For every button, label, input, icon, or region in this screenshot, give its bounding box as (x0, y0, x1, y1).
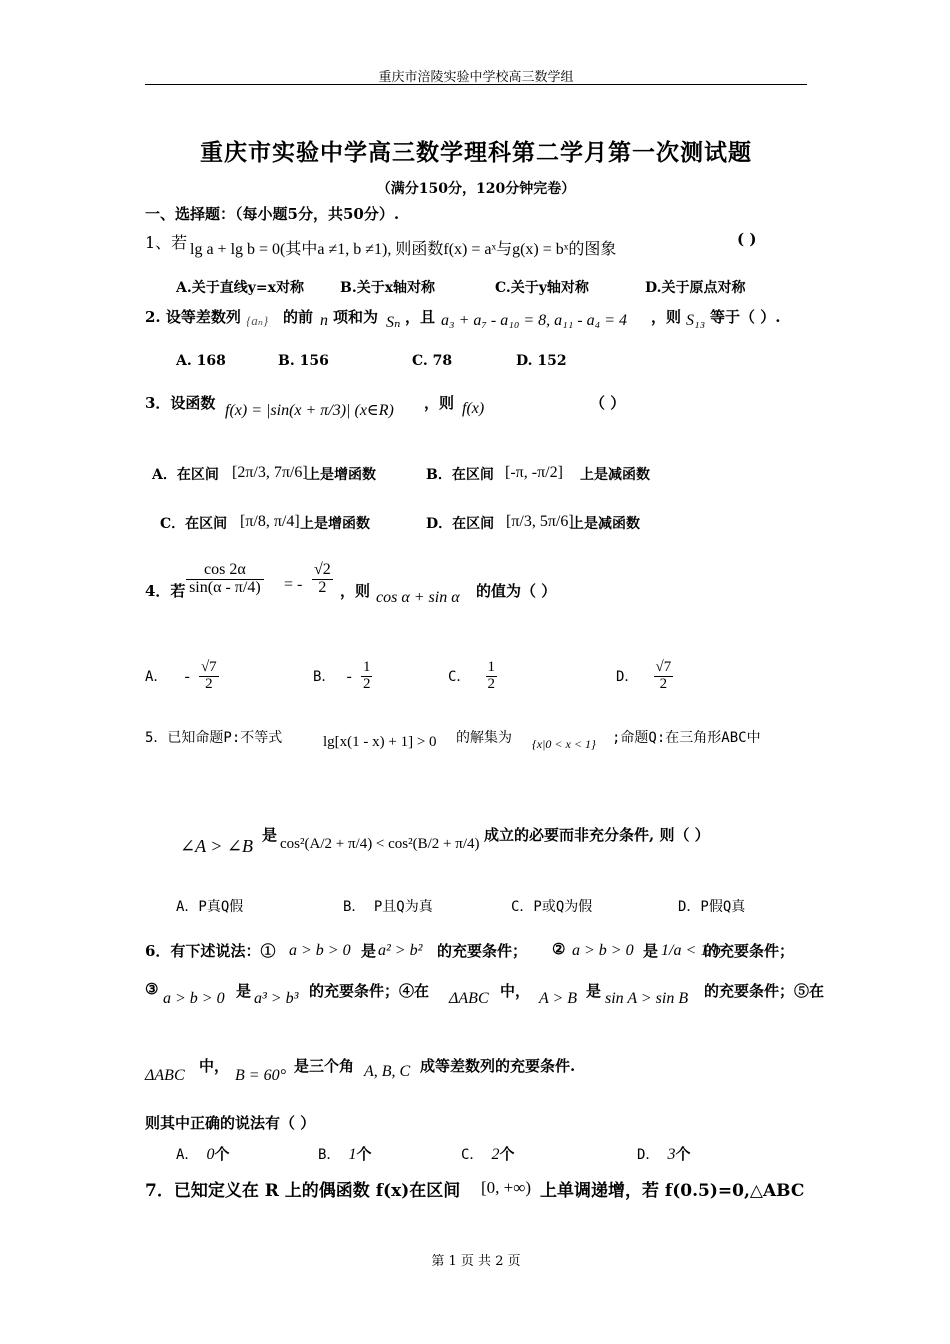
q6-option-a-value: 0 (206, 1146, 215, 1163)
q3-option-b-interval: [-π, -π/2] (505, 464, 563, 481)
q3-option-c-interval: [π/8, π/4] (240, 513, 300, 530)
q6-option-b-unit: 个 (356, 1145, 372, 1163)
q6-statement2-b: 1/a < 1/b (661, 942, 721, 959)
q2-condition: a₃ + a₇ - a₁₀ = 8, a₁₁ - a₄ = 4 (441, 312, 627, 329)
q4-option-c (448, 659, 496, 693)
q6-ask: 则其中正确的说法有（ ） (145, 1114, 316, 1132)
q6-option-c-value: 2 (491, 1146, 500, 1163)
q1-option-a: A.关于直线y=x对称 (176, 280, 304, 296)
q6-option-c (461, 1143, 514, 1164)
exam-title: 重庆市实验中学高三数学理科第二学月第一次测试题 (200, 140, 752, 166)
q6-option-c-label: C． (461, 1147, 484, 1163)
q5-option-b: B． P且Q为真 (343, 899, 433, 915)
q6-statement5-angles: A, B, C (364, 1063, 411, 1080)
q3-lead: 3．设函数 (145, 394, 216, 412)
q6-option-d-unit: 个 (675, 1145, 691, 1163)
q1-option-b: B.关于x轴对称 (340, 280, 436, 296)
q2-text-4: ，则 (651, 308, 682, 326)
q1-number: 1、若 (145, 233, 188, 252)
q2-lead: 2. 设等差数列 (145, 308, 241, 326)
q6-statement3-mark: ③ (145, 980, 159, 998)
q6-option-d-label: D． (637, 1147, 660, 1163)
q4-option-a-den: 2 (205, 675, 213, 692)
q6-option-b (318, 1143, 371, 1164)
q6-statement4-tail: 的充要条件；⑤在 (704, 982, 825, 1000)
q7-tail: 上单调递增，若 f(0.5)=0,△ABC (540, 1181, 805, 1201)
q5-lead: 5．已知命题P:不等式 (145, 730, 283, 746)
q4-option-d (616, 659, 672, 693)
q4-option-c-den: 2 (487, 675, 496, 692)
q5-option-c: C．P或Q为假 (511, 899, 593, 915)
q5-inequality: lg[x(1 - x) + 1] > 0 (323, 734, 437, 750)
q5-option-d: D．P假Q真 (678, 899, 746, 915)
q6-option-a-unit: 个 (214, 1145, 230, 1163)
q6-statement2-mark: ② (552, 940, 566, 958)
q2-option-b: B. 156 (278, 353, 329, 369)
q5-solution-set: {x|0 < x < 1} (532, 737, 596, 751)
q6-statement5-in: 中， (199, 1057, 230, 1075)
q6-statement5-b: B = 60° (235, 1067, 286, 1084)
q4-expression: cos α + sin α (376, 589, 460, 606)
q6-statement1-tail: 的充要条件； (437, 942, 528, 960)
page-header: 重庆市涪陵实验中学校高三数学组 (378, 70, 574, 85)
q7-lead: 7．已知定义在 R 上的偶函数 f(x)在区间 (145, 1181, 461, 1201)
q4-option-d-den: 2 (659, 675, 668, 692)
q3-option-d-label: D．在区间 (426, 516, 495, 532)
q5-cos-condition: cos²(A/2 + π/4) < cos²(B/2 + π/4) (280, 836, 480, 852)
q6-statement4-in: 中， (500, 982, 531, 1000)
q3-function: f(x) = |sin(x + π/3)| (x∈R) (225, 402, 394, 419)
q4-denominator: sin(α - π/4) (189, 578, 261, 596)
q4-text: ，则 (340, 582, 371, 600)
q6-statement5-text: 是三个角 (294, 1057, 355, 1075)
q4-option-a-num: √7 (200, 659, 217, 675)
q3-option-c-text: 上是增函数 (300, 516, 370, 532)
q3-option-b-label: B．在区间 (426, 467, 494, 483)
q6-statement3-b: a³ > b³ (254, 990, 299, 1007)
q6-statement4-triangle: ΔABC (449, 990, 489, 1007)
q4-option-b-den: 2 (362, 675, 371, 692)
q5-tail: ;命题Q:在三角形ABC中 (612, 730, 761, 746)
q4-rhs-denominator: 2 (318, 578, 327, 596)
q2-option-c: C. 78 (412, 353, 453, 369)
q6-statement3-a: a > b > 0 (163, 990, 225, 1007)
q2-option-d: D. 152 (516, 353, 567, 369)
q6-statement3-tail: 的充要条件；④在 (309, 982, 430, 1000)
q1-option-d: D.关于原点对称 (645, 280, 746, 296)
q3-option-d-interval: [π/3, 5π/6] (506, 513, 574, 530)
q4-option-a-label: A． (145, 668, 168, 685)
q3-option-d-text: 上是减函数 (570, 516, 640, 532)
q6-option-d (637, 1143, 690, 1164)
q2-sequence: {aₙ} (246, 313, 269, 328)
q4-option-b (313, 659, 371, 693)
q1-expression: lg a + lg b = 0(其中a ≠1, b ≠1), 则函数f(x) = aˣ与g(x) = bˣ的图象 (190, 241, 617, 258)
exam-subtitle: （满分150分，120分钟完卷） (376, 181, 576, 197)
q2-text-2: 项和为 (333, 308, 379, 326)
q6-option-b-label: B． (318, 1147, 341, 1163)
q6-statement1-a: a > b > 0 (289, 942, 351, 959)
q5-is: 是 (262, 826, 278, 844)
q4-tail: 的值为（ ） (476, 582, 557, 600)
q2-sn: Sₙ (386, 314, 401, 331)
q2-s13: S₁₃ (686, 312, 706, 329)
q4-option-a-sign: - (184, 667, 190, 685)
q3-option-a-interval: [2π/3, 7π/6] (232, 464, 308, 481)
q6-statement4-a: A > B (539, 990, 578, 1007)
q1-option-c: C.关于y轴对称 (495, 280, 589, 296)
q6-statement4-b: sin A > sin B (605, 990, 689, 1007)
q6-statement2-a: a > b > 0 (572, 942, 634, 959)
q6-statement3-is: 是 (236, 982, 252, 1000)
page-footer: 第 1 页 共 2 页 (431, 1254, 521, 1269)
q5-line2-tail: 成立的必要而非充分条件, 则（ ） (484, 826, 710, 844)
q6-lead: 6．有下述说法：① (145, 942, 276, 960)
q6-statement4-is: 是 (586, 982, 602, 1000)
section-heading: 一、选择题：（每小题5分，共50分）. (145, 205, 400, 223)
q4-option-d-num: √7 (655, 659, 672, 675)
q4-lead: 4．若 (145, 582, 186, 600)
q4-option-c-num: 1 (487, 659, 496, 675)
q4-numerator: cos 2α (186, 562, 264, 580)
q7-interval: [0, +∞) (481, 1178, 532, 1197)
q4-option-b-num: 1 (362, 659, 371, 675)
q6-statement1-b: a² > b² (378, 942, 423, 959)
q6-option-a-label: A． (176, 1147, 199, 1163)
q4-option-d-label: D． (616, 668, 639, 685)
q2-option-a: A. 168 (176, 353, 226, 369)
q6-statement5-triangle: ΔABC (145, 1067, 185, 1084)
q2-n: n (320, 312, 328, 329)
q3-fx: f(x) (462, 400, 485, 417)
q3-option-b-text: 上是减函数 (580, 467, 650, 483)
q4-option-b-sign: - (346, 667, 352, 685)
q3-option-a-text: 上是增函数 (306, 467, 376, 483)
q2-text-3: ，且 (405, 308, 436, 326)
q6-statement1-is: 是 (361, 942, 377, 960)
q6-option-a (176, 1143, 229, 1164)
q3-option-a-label: A．在区间 (152, 467, 219, 483)
q4-fraction (186, 562, 264, 597)
q5-text: 的解集为 (456, 730, 512, 746)
q6-statement2-is: 是 (643, 942, 659, 960)
q5-option-a: A．P真Q假 (176, 899, 244, 915)
q3-text: ，则 (424, 394, 455, 412)
q6-statement5-tail: 成等差数列的充要条件. (420, 1057, 576, 1075)
header-rule (145, 84, 807, 85)
q6-option-c-unit: 个 (499, 1145, 515, 1163)
q2-text-1: 的前 (283, 308, 314, 326)
q5-angle-condition: ∠A > ∠B (180, 836, 253, 856)
q1-answer-paren: ( ) (737, 230, 757, 248)
q4-option-a (145, 659, 217, 693)
q4-option-c-label: C． (448, 668, 471, 685)
q3-option-c-label: C．在区间 (160, 516, 228, 532)
q6-option-b-value: 1 (348, 1146, 357, 1163)
q4-rhs-numerator: √2 (314, 561, 331, 578)
q6-option-d-value: 3 (667, 1146, 676, 1163)
q4-option-b-label: B． (313, 668, 336, 685)
q6-statement2-tail: 的充要条件； (704, 942, 795, 960)
q2-tail: 等于（ ）. (710, 308, 781, 326)
q4-rhs (312, 562, 333, 597)
q3-answer-paren: （ ） (590, 394, 626, 412)
q4-equals: = - (284, 576, 303, 593)
